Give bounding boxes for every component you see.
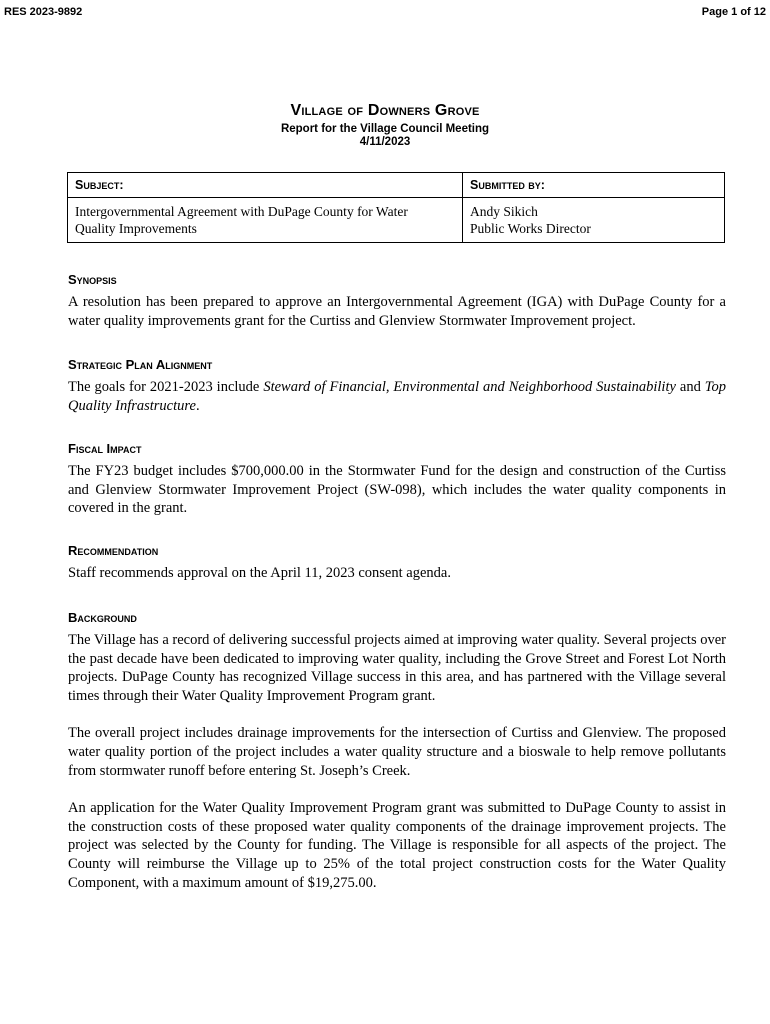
meeting-date: 4/11/2023 — [359, 136, 411, 148]
fiscal-impact-heading: Fiscal Impact — [68, 441, 142, 456]
recommendation-text: Staff recommends approval on the April 11, 2023 consent agenda. — [68, 565, 451, 581]
synopsis-text: A resolution has been prepared to approve an Intergovernmental Agreement (IGA) with DuPage County for a water quality improvements grant for the Curtiss and Glenview Stormwater Improvement project. — [68, 294, 726, 329]
background-heading: Background — [68, 610, 137, 625]
synopsis-section — [68, 272, 726, 330]
submitter-title: Public Works Director — [470, 221, 591, 236]
strategic-text-end: . — [195, 397, 200, 414]
strategic-goal-1: Steward of Financial, Environmental and Neighborhood Sustainability — [263, 379, 676, 395]
fiscal-impact-text: The FY23 budget includes $700,000.00 in the Stormwater Fund for the design and construction of the Curtiss and Glenview Stormwater Improvement Project (SW-098), which includes the water quality components in covered in the grant. — [68, 463, 726, 517]
subject-value — [68, 198, 463, 243]
submitted-by-label: Submitted by: — [463, 173, 725, 198]
submitter-name: Andy Sikich — [470, 204, 538, 219]
title-block — [0, 102, 770, 148]
background-paragraph-1: The Village has a record of delivering successful projects aimed at improving water quality. Several projects over the past decade have been dedicated to improving water quality, including the Grove Street and Forest Lot North projects. DuPage County has recognized Village success in this area, and has partnered with the Village several times through their Water Quality Improvement Program grant. — [68, 632, 726, 704]
background-paragraph-2: The overall project includes drainage improvements for the intersection of Curtiss and Glenview. The proposed water quality portion of the project includes a water quality structure and a bioswale to help remove pollutants from stormwater runoff before entering St. Joseph’s Creek. — [68, 725, 726, 779]
document-title: Village of Downers Grove — [290, 102, 480, 119]
synopsis-heading: Synopsis — [68, 272, 117, 287]
subject-line-2: Quality Improvements — [75, 221, 197, 236]
strategic-text-start: The goals for 2021-2023 include — [68, 379, 264, 395]
subject-line-1: Intergovernmental Agreement with DuPage County for Water — [75, 204, 408, 219]
recommendation-section — [68, 543, 726, 583]
document-subtitle: Report for the Village Council Meeting — [280, 123, 490, 135]
page-number: Page 1 of 12 — [701, 6, 766, 18]
strategic-plan-section — [68, 357, 726, 415]
background-paragraph-3: An application for the Water Quality Improvement Program grant was submitted to DuPage County to assist in the construction costs of these proposed water quality components of the drainage improvement projects. The project was selected by the County for funding. The Village is responsible for all aspects of the project. The County will reimburse the Village up to 25% of the total project construction costs for the Water Quality Component, with a maximum amount of $19,275.00. — [68, 800, 726, 891]
strategic-plan-text — [68, 378, 726, 415]
fiscal-impact-section — [68, 441, 726, 518]
strategic-goal-2: Top Quality Infrastructure — [68, 379, 727, 414]
strategic-plan-heading: Strategic Plan Alignment — [68, 357, 213, 372]
subject-table — [67, 172, 725, 243]
submitted-by-value — [463, 198, 725, 243]
background-section — [68, 610, 726, 892]
strategic-text-mid: and — [675, 379, 705, 395]
subject-label: Subject: — [68, 173, 463, 198]
recommendation-heading: Recommendation — [68, 543, 159, 558]
document-id: RES 2023-9892 — [4, 6, 83, 18]
